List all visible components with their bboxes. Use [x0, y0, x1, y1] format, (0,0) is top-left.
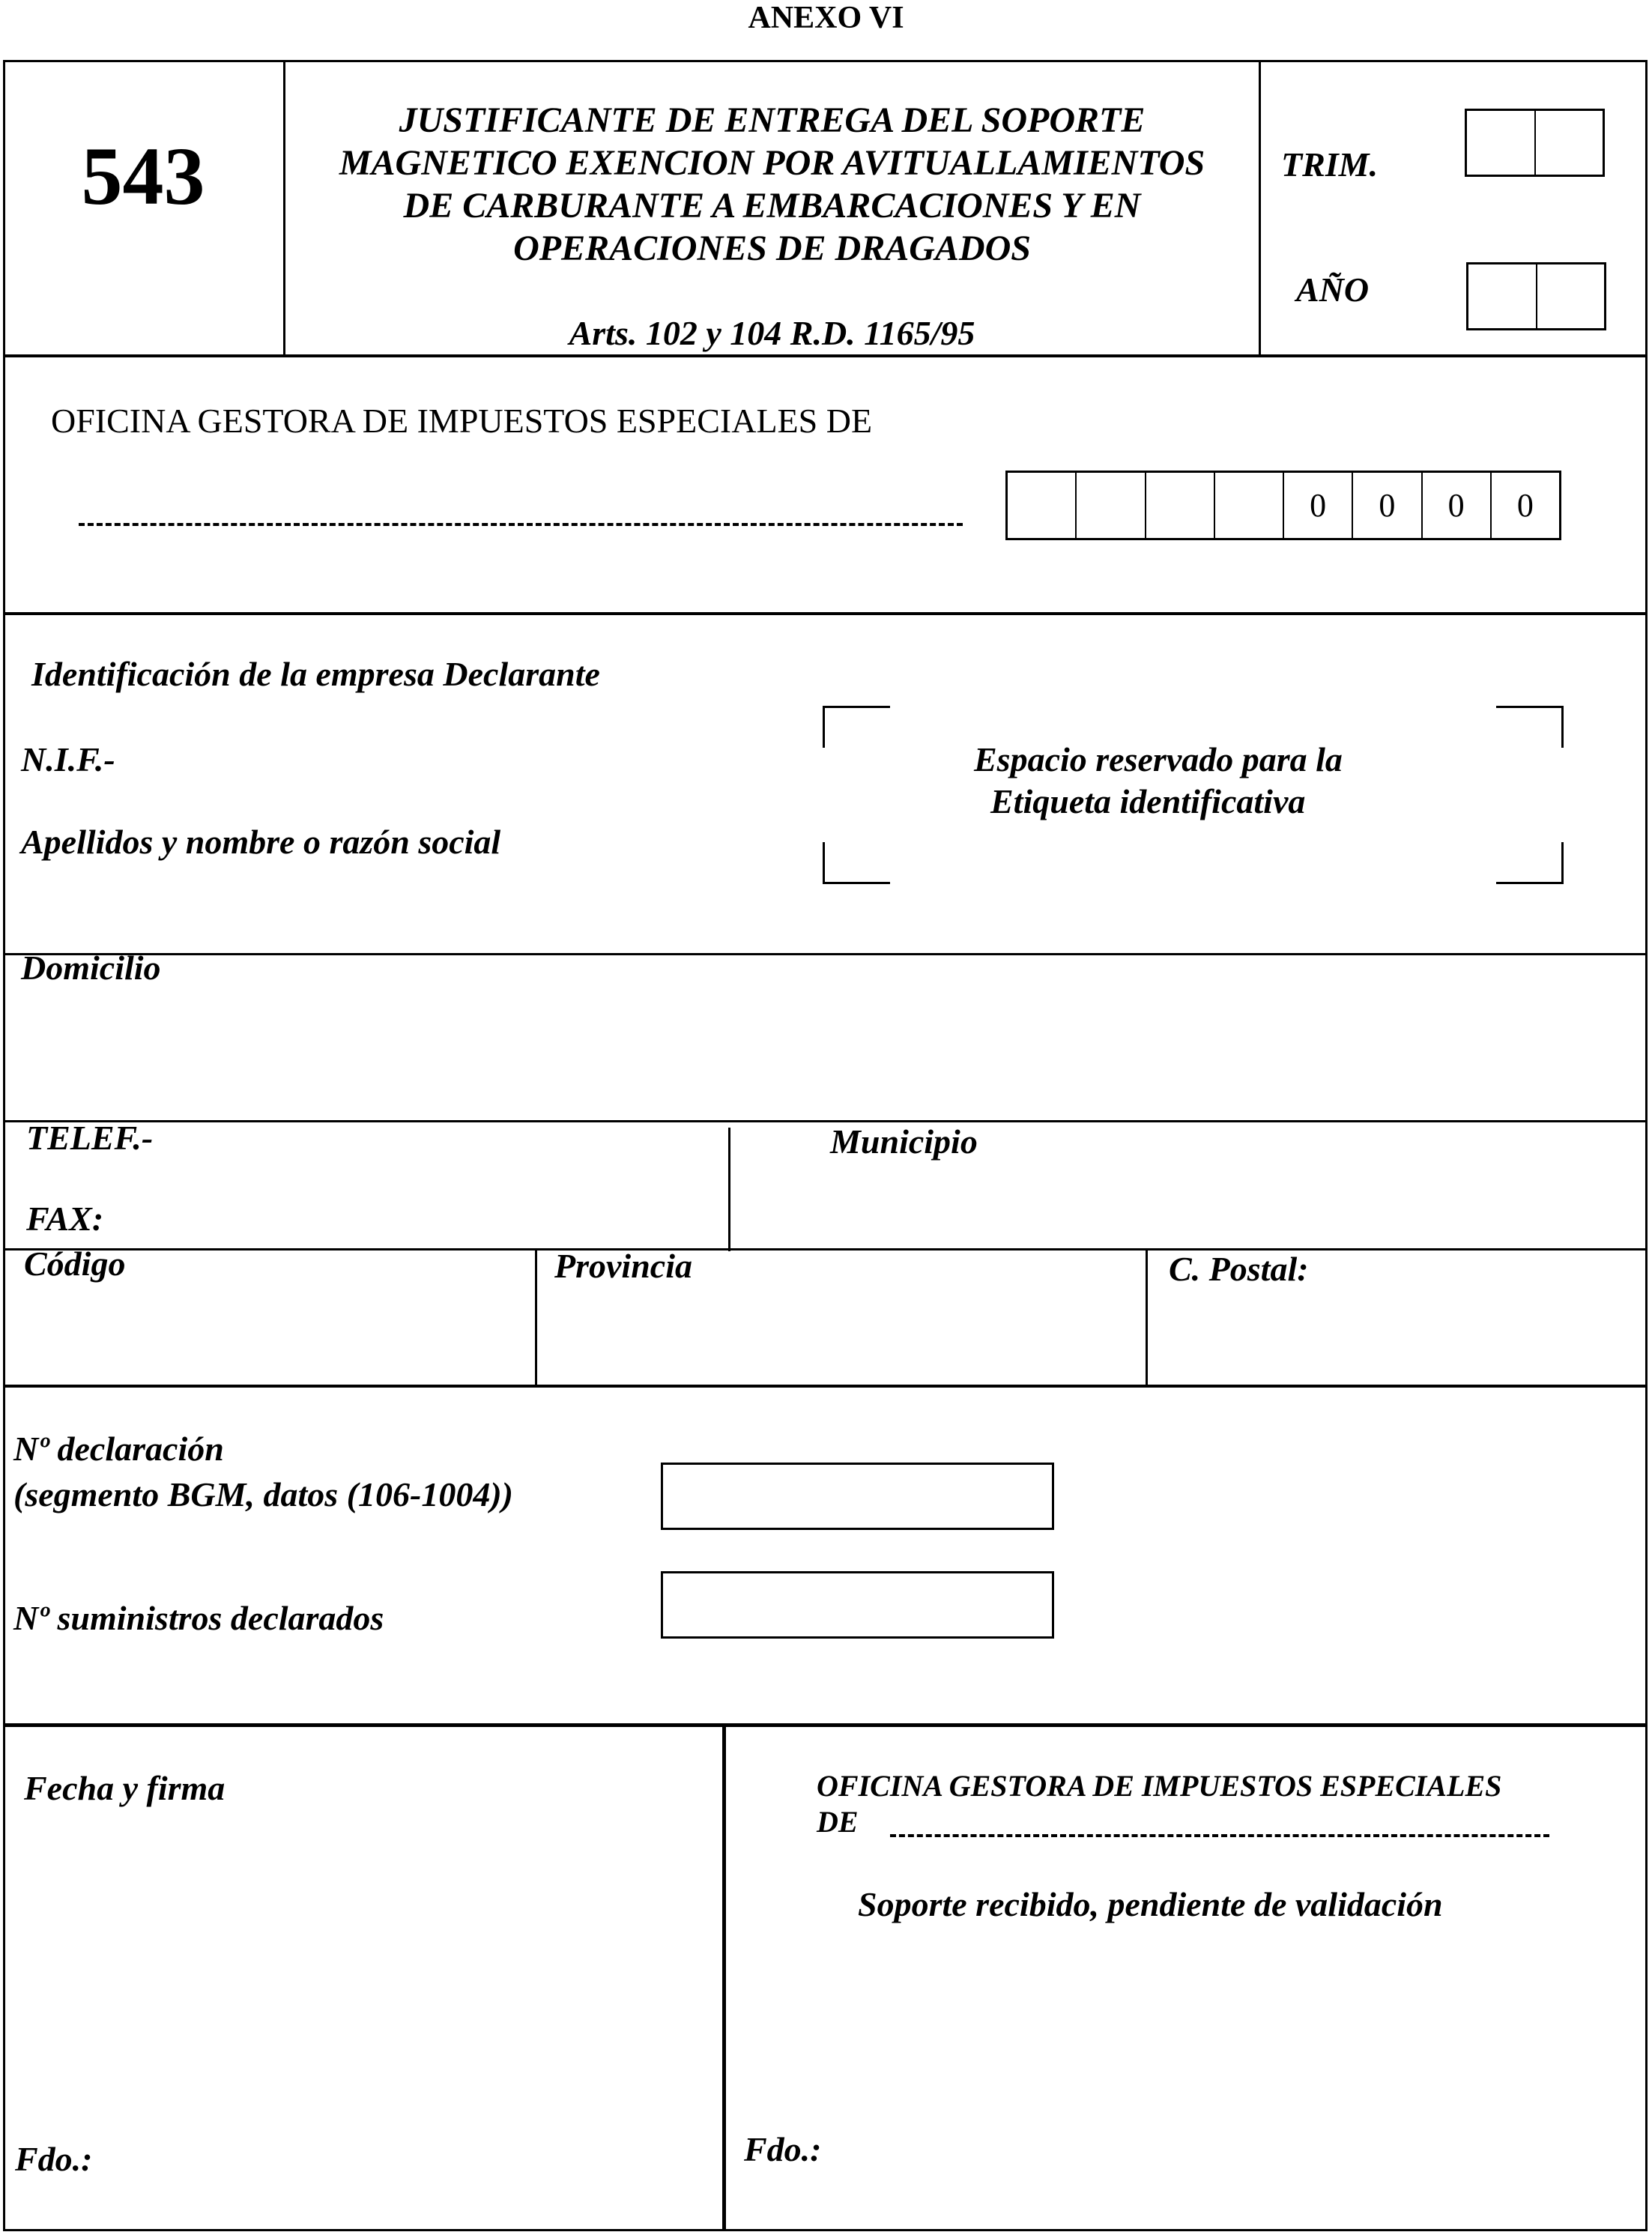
- date-signature-label: Fecha y firma: [24, 1769, 226, 1807]
- nif-label: N.I.F.-: [21, 740, 115, 778]
- office-bottom-rule: [3, 612, 1648, 615]
- office-code-cell[interactable]: [1077, 473, 1146, 538]
- address-bottom-rule: [3, 1120, 1648, 1122]
- office-code-cell[interactable]: [1008, 473, 1077, 538]
- office-code-cell[interactable]: [1215, 473, 1284, 538]
- annex-title: ANEXO VI: [748, 1, 904, 35]
- office-code-cell[interactable]: [1146, 473, 1215, 538]
- address-block-bottom-rule: [3, 1385, 1648, 1388]
- received-note: Soporte recibido, pendiente de validación: [858, 1885, 1443, 1923]
- trim-label: TRIM.: [1281, 145, 1379, 184]
- company-bottom-rule: [3, 953, 1648, 955]
- right-signed-label: Fdo.:: [744, 2130, 822, 2168]
- form-title: [285, 99, 1259, 270]
- right-signature-area[interactable]: [749, 1941, 1611, 2113]
- declaration-number-sublabel: (segmento BGM, datos (106-1004)): [13, 1475, 513, 1513]
- declaration-number-field[interactable]: [661, 1463, 1054, 1530]
- supplies-label: Nº suministros declarados: [13, 1599, 384, 1637]
- office-code-cell[interactable]: 0: [1516, 487, 1534, 524]
- label-space-corner: [1496, 842, 1564, 884]
- left-signature-area[interactable]: [15, 1821, 704, 2120]
- year-digit-cell[interactable]: [1468, 264, 1537, 328]
- phone-label: TELEF.-: [26, 1119, 154, 1157]
- office-code-cell[interactable]: 0: [1423, 473, 1492, 538]
- form-title-line: DE CARBURANTE A EMBARCACIONES Y EN: [403, 186, 1141, 226]
- office-code-cell[interactable]: 0: [1284, 473, 1353, 538]
- declaration-bottom-rule: [3, 1723, 1648, 1727]
- left-signed-label: Fdo.:: [15, 2140, 93, 2178]
- receiving-office-name-line[interactable]: [890, 1834, 1549, 1837]
- receiving-office-label: OFICINA GESTORA DE IMPUESTOS ESPECIALES: [817, 1769, 1502, 1803]
- form-title-line: OPERACIONES DE DRAGADOS: [513, 229, 1031, 268]
- address-label: Domicilio: [21, 949, 161, 987]
- header-divider-right: [1259, 61, 1261, 356]
- trim-digit-cell[interactable]: [1536, 111, 1603, 175]
- province-divider: [1146, 1248, 1148, 1388]
- declaration-number-label: Nº declaración: [13, 1430, 224, 1468]
- trim-digit-cell[interactable]: [1467, 111, 1536, 175]
- receiving-office-prefix: DE: [817, 1805, 859, 1839]
- code-label: Código: [24, 1244, 126, 1283]
- legal-reference: Arts. 102 y 104 R.D. 1165/95: [569, 314, 975, 352]
- header-bottom-rule: [3, 354, 1648, 357]
- label-space-corner: [1496, 706, 1564, 748]
- label-space-corner: [823, 706, 890, 748]
- supplies-count-field[interactable]: [661, 1571, 1054, 1639]
- year-field[interactable]: [1466, 262, 1606, 330]
- municipality-label: Municipio: [830, 1122, 978, 1161]
- company-name-label: Apellidos y nombre o razón social: [21, 823, 501, 861]
- footer-divider: [722, 1726, 726, 2231]
- label-space-corner: [823, 842, 890, 884]
- office-code-field[interactable]: [1005, 471, 1561, 540]
- office-code-cell[interactable]: 0: [1353, 473, 1422, 538]
- label-space-text: Etiqueta identificativa: [990, 782, 1306, 820]
- label-space-text: Espacio reservado para la: [974, 740, 1343, 778]
- fax-label: FAX:: [26, 1200, 104, 1238]
- postal-code-label: C. Postal:: [1169, 1250, 1309, 1288]
- office-label: OFICINA GESTORA DE IMPUESTOS ESPECIALES DE: [51, 402, 873, 440]
- year-digit-cell[interactable]: [1537, 264, 1605, 328]
- company-section-title: Identificación de la empresa Declarante: [31, 655, 600, 693]
- model-number: 543: [81, 130, 205, 222]
- form-title-line: MAGNETICO EXENCION POR AVITUALLAMIENTOS: [339, 143, 1205, 183]
- phone-bottom-rule: [3, 1248, 1648, 1250]
- code-divider: [535, 1248, 537, 1388]
- phone-divider: [728, 1128, 730, 1251]
- trim-field[interactable]: [1465, 109, 1605, 177]
- form-title-line: JUSTIFICANTE DE ENTREGA DEL SOPORTE: [399, 100, 1146, 140]
- year-label: AÑO: [1296, 270, 1370, 309]
- province-label: Provincia: [554, 1247, 692, 1285]
- office-name-line[interactable]: [79, 523, 963, 526]
